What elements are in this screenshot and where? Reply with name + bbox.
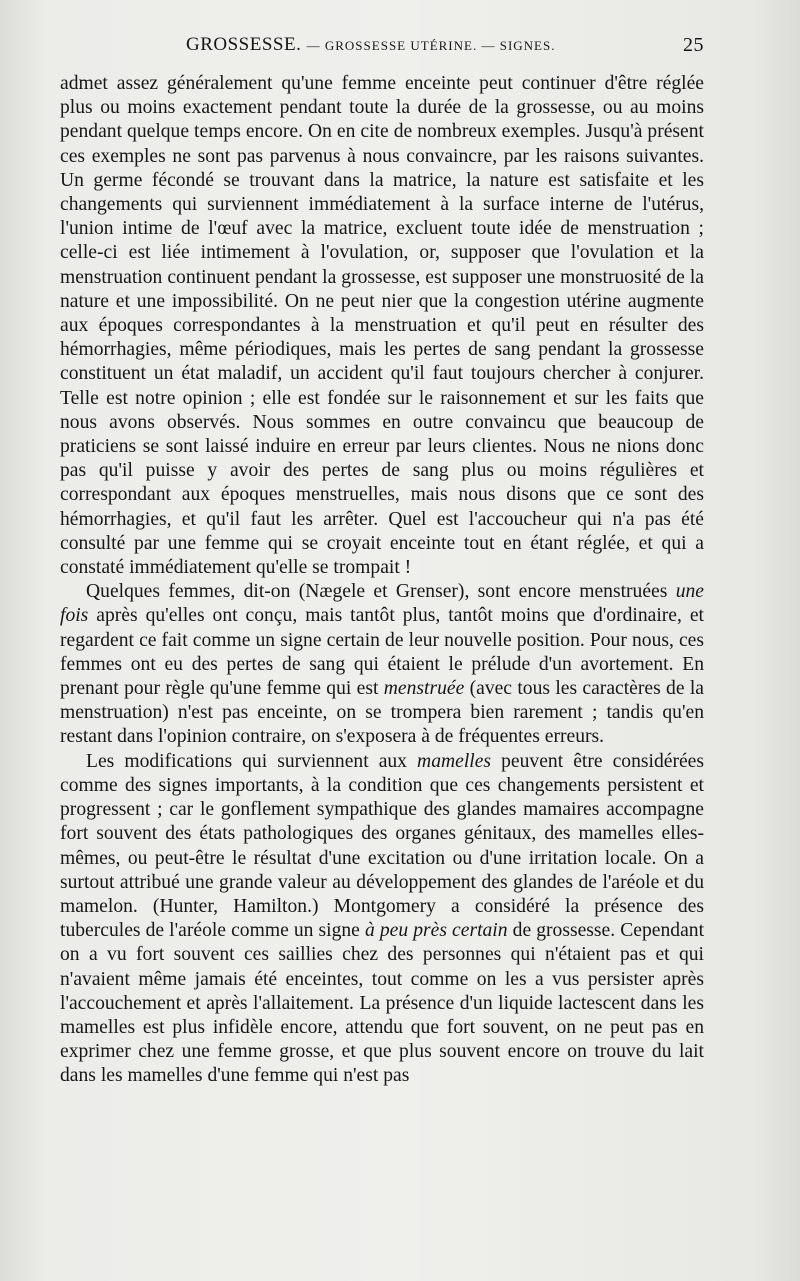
paragraph [60,580,704,749]
running-head [60,34,704,62]
text-run: peuvent être considérées comme des signes importants, à la condition que ces changements persistent et progressent ; car le gonflement sympathique des glandes mamaires accompagne fort souvent des états pathologiques des organes génitaux, des mamelles elles-mêmes, ou peut-être le résultat d'une excitation ou d'une irritation locale. On a surtout attribué une grande valeur au développement des glandes de l'aréole et du mamelon. (Hunter, Hamilton.) Montgomery a considéré la présence des tubercules de l'aréole comme un signe [60,750,704,942]
running-head-main: GROSSESSE. [186,34,302,55]
text-run: admet assez généralement qu'une femme enceinte peut continuer d'être réglée plus ou moins exactement pendant toute la durée de la grossesse, ou au moins pendant quelque temps encore. On en cite de nombreux exemples. Jusqu'à présent ces exemples ne sont pas parvenus à nous convaincre, par les raisons suivantes. Un germe fécondé se trouvant dans la matrice, la nature est satisfaite et les changements qui surviennent immédiatement à la surface interne de l'utérus, l'union intime de l'œuf avec la matrice, excluent toute idée de menstruation ; celle-ci est liée intimement à l'ovulation, or, supposer que l'ovulation et la menstruation continuent pendant la grossesse, est supposer une monstruosité de la nature et une impossibilité. On ne peut nier que la congestion utérine augmente aux époques correspondantes à la menstruation et qu'il peut en résulter des hémorrhagies, même périodiques, mais les pertes de sang pendant la grossesse constituent un état maladif, un accident qu'il faut toujours chercher à conjurer. Telle est notre opinion ; elle est fondée sur le raisonnement et sur les faits que nous avons observés. Nous sommes en outre convaincu que beaucoup de praticiens se sont laissé induire en erreur par leurs clientes. Nous ne nions donc pas qu'il puisse y avoir des pertes de sang plus ou moins régulières et correspondant aux époques menstruelles, mais nous disons que ce sont des hémorrhagies, et qu'il faut les arrêter. Quel est l'accoucheur qui n'a pas été consulté par une femme qui se croyait enceinte tout en étant réglée, et qui a constaté immédiatement qu'elle se trompait ! [60,73,704,579]
text-run: Les modifications qui surviennent aux [86,750,418,772]
running-head-title [186,34,555,56]
text-run: Quelques femmes, dit-on (Nægele et Grenser), sont encore menstruées [86,581,676,603]
running-head-subtitle: — GROSSESSE UTÉRINE. — SIGNES. [306,38,556,53]
italic-text: mamelles [417,750,492,772]
paragraph [60,750,704,1089]
italic-text: menstruée [383,678,465,700]
italic-text: à peu près certain [364,920,508,942]
body-text [60,72,704,1089]
paragraph [60,72,704,580]
text-run: après qu'elles ont conçu, mais tantôt plus, tantôt moins que d'ordinaire, et regardent ce fait comme un signe certain de leur nouvelle position. Pour nous, ces femmes ont eu des pertes de sang qui étaient le prélude d'un avortement. En prenant pour règle qu'une femme qui est [60,605,704,700]
text-run: de grossesse. Cependant on a vu fort souvent ces saillies chez des personnes qui n'étaient pas et qui n'avaient même jamais été enceintes, tout comme on les a vus persister après l'accouchement et après l'allaitement. La présence d'un liquide lactescent dans les mamelles est plus infidèle encore, attendu que fort souvent, on ne peut pas en exprimer chez une femme grosse, et que plus souvent encore on trouve du lait dans les mamelles d'une femme qui n'est pas [60,920,705,1087]
text-run: (avec tous les caractères de la menstruation) n'est pas enceinte, on se trompera bien rarement ; tandis qu'en restant dans l'opinion contraire, on s'exposera à de fréquentes erreurs. [60,678,704,748]
italic-text: une fois [60,581,704,627]
page-number: 25 [683,34,704,56]
